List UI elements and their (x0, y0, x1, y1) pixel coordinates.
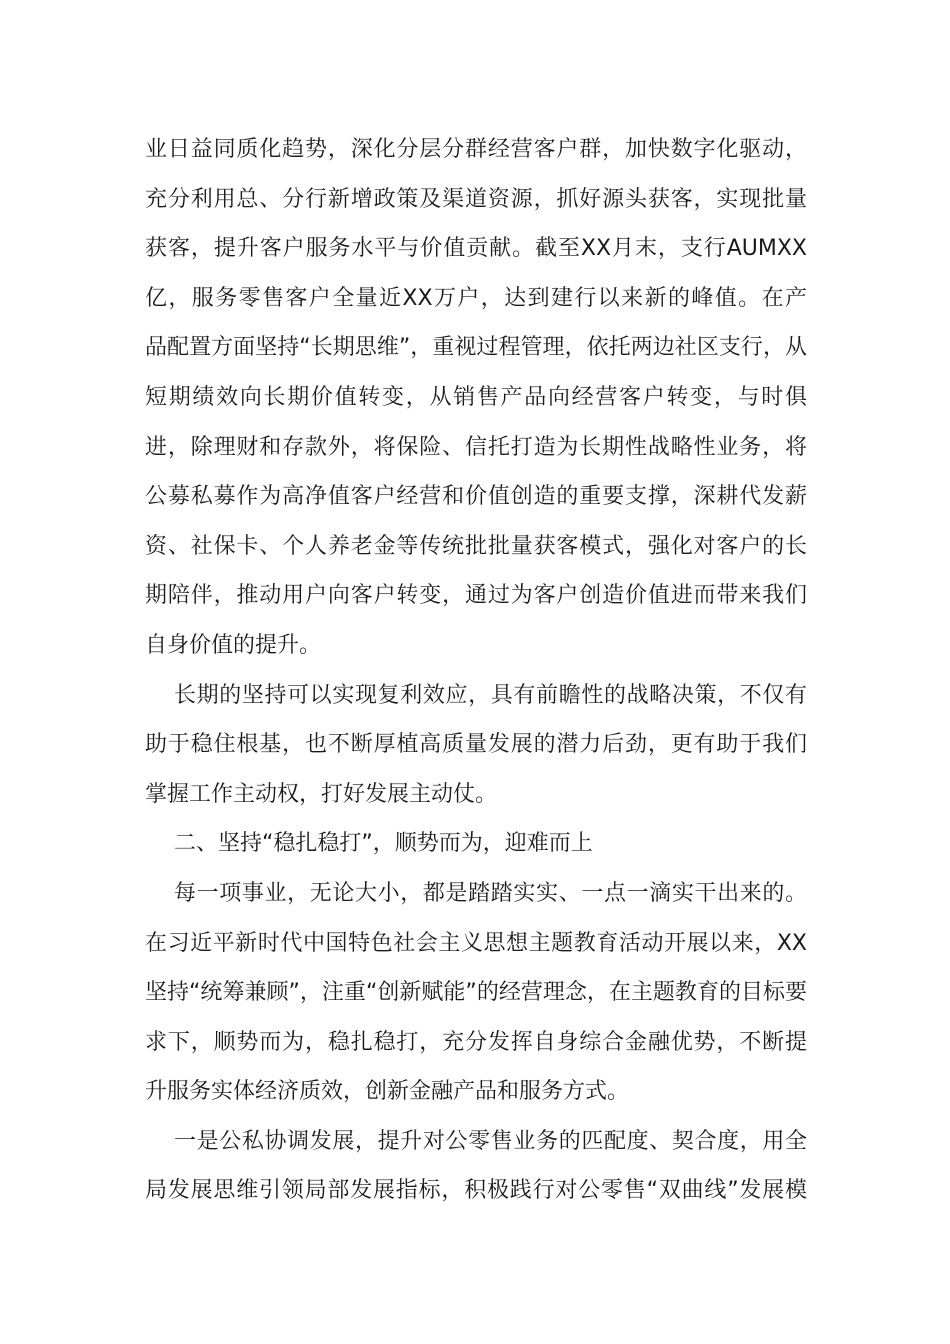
text-line: 品配置方面坚持“长期思维”，重视过程管理，依托两边社区支行，从 (145, 335, 807, 361)
text-line: 求下，顺势而为，稳扎稳打，充分发挥自身综合金融优势，不断提 (145, 1029, 807, 1055)
text-line: 亿，服务零售客户全量近XX万户，达到建行以来新的峰值。在产 (145, 285, 807, 311)
section-heading: 二、坚持“稳扎稳打”，顺势而为，迎难而上 (174, 831, 593, 857)
text-line: 公募私募作为高净值客户经营和价值创造的重要支撑，深耕代发薪 (145, 484, 807, 510)
text-line: 长期的坚持可以实现复利效应，具有前瞻性的战略决策，不仅有 (174, 682, 807, 708)
text-line: 在习近平新时代中国特色社会主义思想主题教育活动开展以来，XX (145, 930, 807, 956)
text-line: 短期绩效向长期价值转变，从销售产品向经营客户转变，与时俱 (145, 384, 807, 410)
document-body (145, 125, 807, 1216)
text-line: 助于稳住根基，也不断厚植高质量发展的潜力后劲，更有助于我们 (145, 732, 807, 758)
text-line: 资、社保卡、个人养老金等传统批批量获客模式，强化对客户的长 (145, 533, 807, 559)
text-line: 局发展思维引领局部发展指标，积极践行对公零售“双曲线”发展模 (145, 1178, 807, 1204)
text-line: 每一项事业，无论大小，都是踏踏实实、一点一滴实干出来的。 (174, 880, 807, 906)
text-line: 一是公私协调发展，提升对公零售业务的匹配度、契合度，用全 (174, 1128, 807, 1154)
text-line: 获客，提升客户服务水平与价值贡献。截至XX月末，支行AUMXX (145, 236, 807, 262)
text-line: 业日益同质化趋势，深化分层分群经营客户群，加快数字化驱动， (145, 137, 807, 162)
text-line: 进，除理财和存款外，将保险、信托打造为长期性战略性业务，将 (145, 434, 807, 460)
text-line: 自身价值的提升。 (145, 632, 322, 658)
text-line: 期陪伴，推动用户向客户转变，通过为客户创造价值进而带来我们 (145, 583, 807, 609)
text-line: 坚持“统筹兼顾”，注重“创新赋能”的经营理念，在主题教育的目标要 (145, 980, 807, 1006)
text-line: 升服务实体经济质效，创新金融产品和服务方式。 (145, 1079, 630, 1105)
text-line: 掌握工作主动权，打好发展主动仗。 (145, 781, 498, 807)
text-line: 充分利用总、分行新增政策及渠道资源，抓好源头获客，实现批量 (145, 186, 807, 212)
